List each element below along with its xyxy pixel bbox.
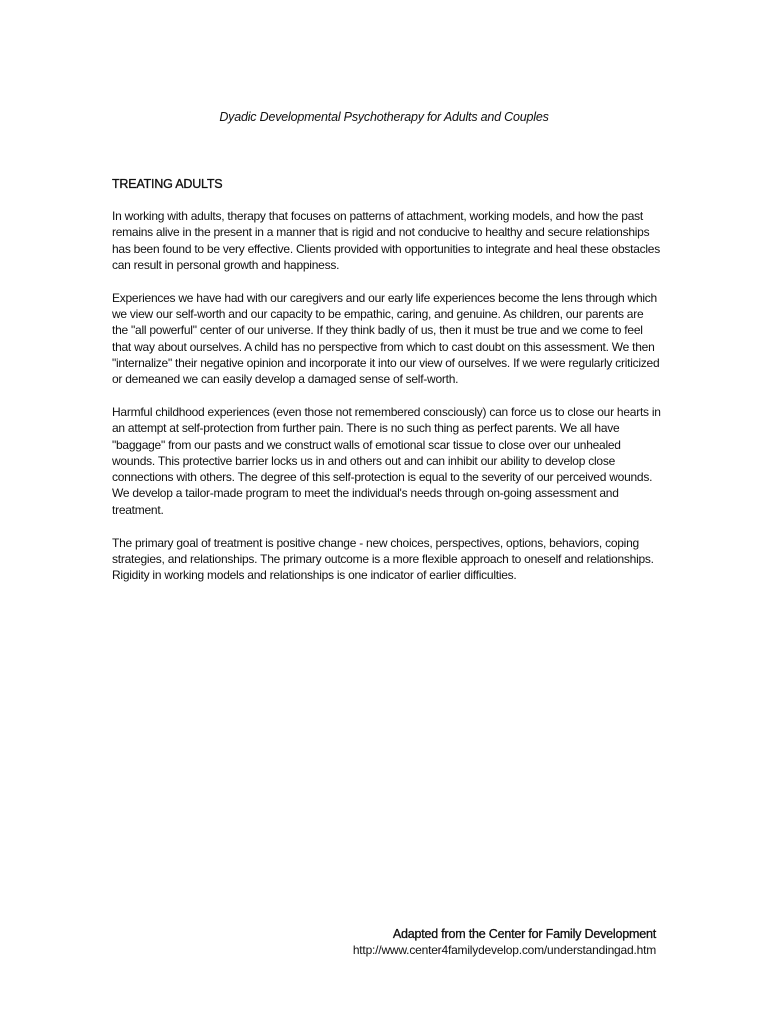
document-title: Dyadic Developmental Psychotherapy for Adults and Couples — [219, 110, 549, 124]
section-heading: TREATING ADULTS — [112, 177, 223, 191]
body-text — [112, 208, 662, 600]
paragraph-1: In working with adults, therapy that focuses on patterns of attachment, working models, and how the past remains alive in the present in a manner that is rigid and not conducive to healthy and secure relationships has been found to be very effective. Clients provided with opportunities to integrate and heal these obstacles can result in personal growth and happiness. — [112, 209, 660, 272]
paragraph-4: The primary goal of treatment is positive change - new choices, perspectives, options, behaviors, coping strategies, and relationships. The primary outcome is a more flexible approach to oneself and relationships. Rigidity in working models and relationships is one indicator of earlier difficulties. — [112, 535, 654, 583]
paragraph-3: Harmful childhood experiences (even those not remembered consciously) can force us to close our hearts in an attempt at self-protection from further pain. There is no such thing as perfect parents. We all have "baggage" from our pasts and we construct walls of emotional scar tissue to close over our unhealed wounds. This protective barrier locks us in and others out and can inhibit our ability to develop close connections with others. The degree of this self-protection is equal to the severity of our perceived wounds. We develop a tailor-made program to meet the individual's needs through on-going assessment and treatment. — [112, 404, 661, 517]
footer-url: http://www.center4familydevelop.com/understandingad.htm — [352, 943, 656, 957]
paragraph-2: Experiences we have had with our caregivers and our early life experiences become the lens through which we view our self-worth and our capacity to be empathic, caring, and genuine. As children, our parents are the "all powerful" center of our universe. If they think badly of us, then it must be true and we come to feel that way about ourselves. A child has no perspective from which to cast doubt on this assessment. We then "internalize" their negative opinion and incorporate it into our view of ourselves. If we were regularly criticized or demeaned we can easily develop a damaged sense of self-worth. — [112, 290, 660, 387]
footer-attribution: Adapted from the Center for Family Development — [392, 927, 656, 941]
footer — [353, 926, 656, 958]
